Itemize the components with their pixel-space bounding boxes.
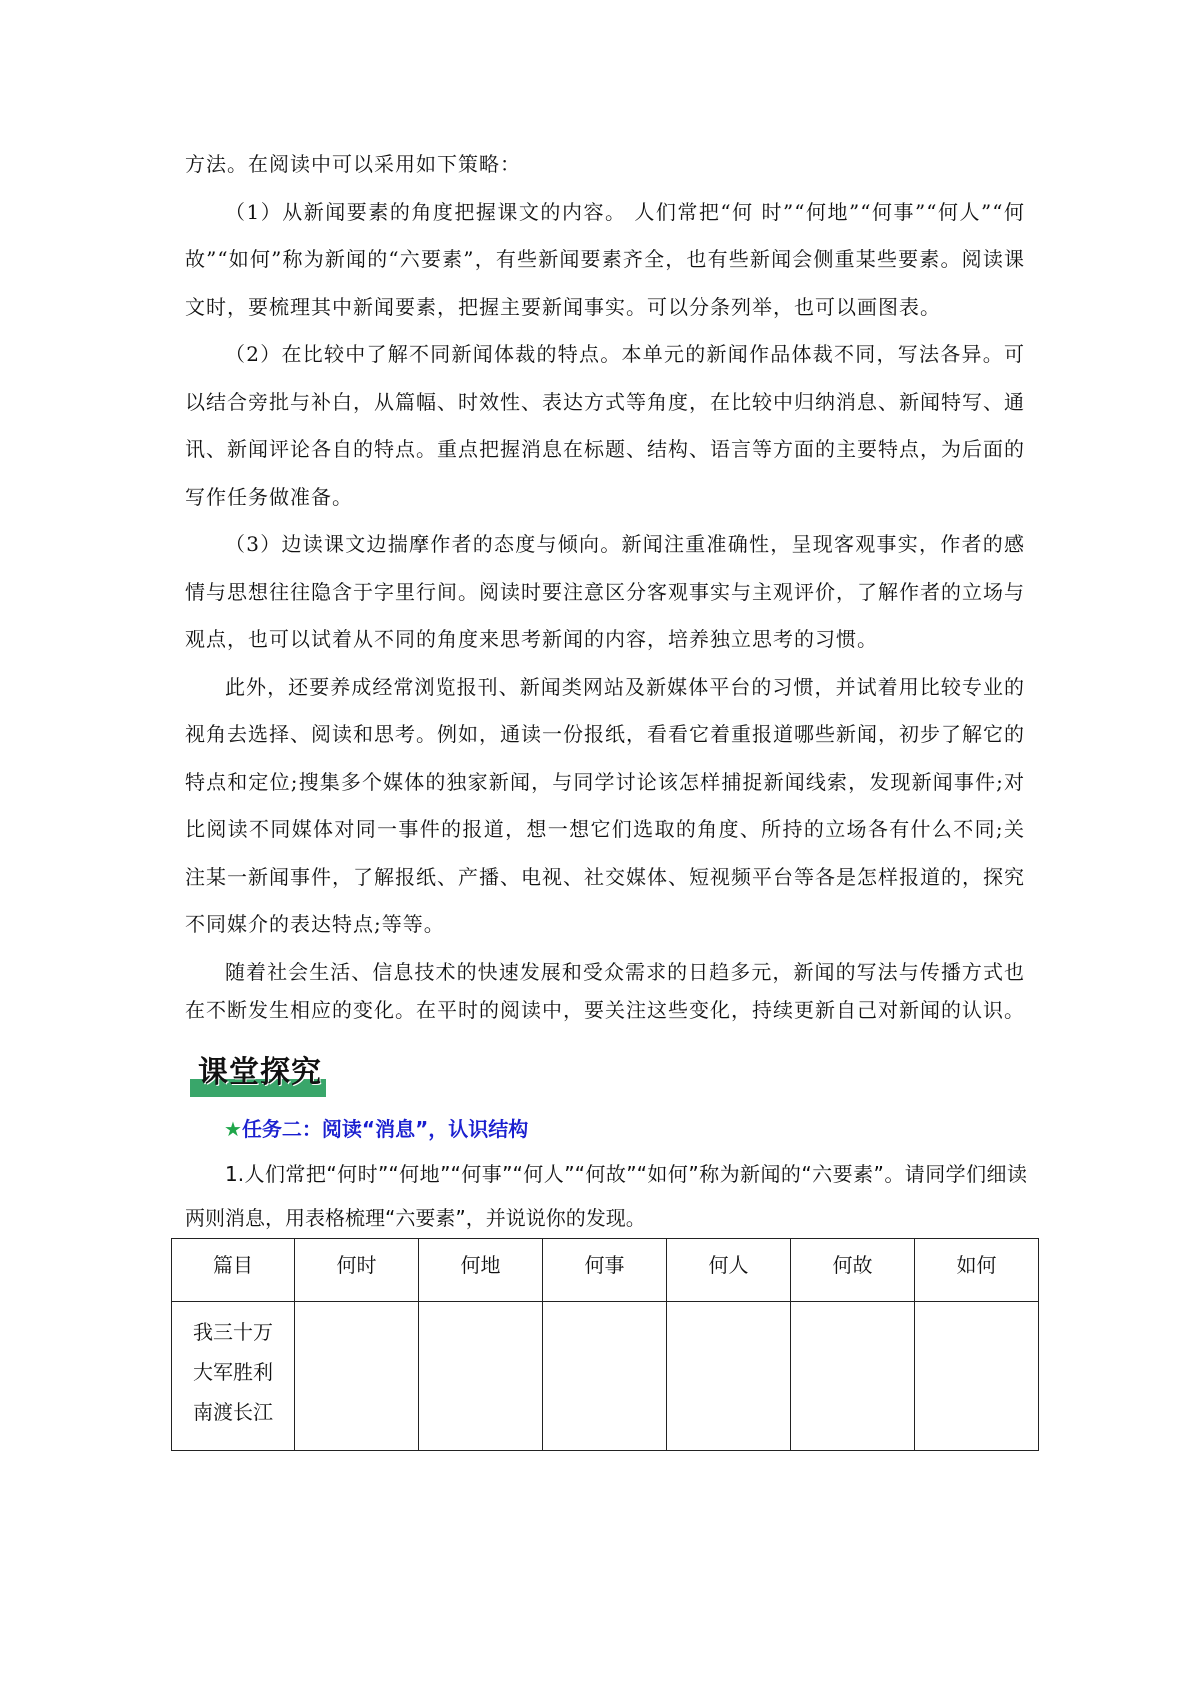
paragraph-strategy-3: （3）边读课文边揣摩作者的态度与倾向。新闻注重准确性，呈现客观事实，作者的感情与思想往往隐含于字里行间。阅读时要注意区分客观事实与主观评价，了解作者的立场与观点，也可以试着从不同的角度来思考新闻的内容，培养独立思考的习惯。 xyxy=(185,532,1025,651)
article-cell xyxy=(172,1302,295,1451)
table-cell-what[interactable] xyxy=(543,1302,667,1451)
table-header-cell: 何地 xyxy=(419,1239,543,1302)
table-header-cell: 何故 xyxy=(791,1239,915,1302)
table-cell-when[interactable] xyxy=(295,1302,419,1451)
table-header-row xyxy=(172,1239,1039,1302)
table-header-cell: 何人 xyxy=(667,1239,791,1302)
task-title-text: 任务二：阅读“消息”，认识结构 xyxy=(241,1117,529,1141)
task-title xyxy=(224,1114,528,1144)
question-block xyxy=(185,1152,1027,1240)
table-cell-how[interactable] xyxy=(915,1302,1039,1451)
table-cell-who[interactable] xyxy=(667,1302,791,1451)
paragraph-strategy-2: （2）在比较中了解不同新闻体裁的特点。本单元的新闻作品体裁不同，写法各异。可以结合旁批与补白，从篇幅、时效性、表达方式等角度，在比较中归纳消息、新闻特写、通讯、新闻评论各自的特点。重点把握消息在标题、结构、语言等方面的主要特点，为后面的写作任务做准备。 xyxy=(185,342,1025,509)
table-header-cell: 何时 xyxy=(295,1239,419,1302)
question-text: 1.人们常把“何时”“何地”“何事”“何人”“何故”“如何”称为新闻的“六要素”。请同学们细读两则消息，用表格梳理“六要素”，并说说你的发现。 xyxy=(185,1162,1027,1230)
paragraph-strategy-1: （1）从新闻要素的角度把握课文的内容。 人们常把“何 时”“何地”“何事”“何人”“何故”“如何”称为新闻的“六要素”，有些新闻要素齐全，也有些新闻会侧重某些要素。阅读课文时，要梳理其中新闻要素，把握主要新闻事实。可以分条列举，也可以画图表。 xyxy=(185,199,1025,319)
body-text xyxy=(185,141,1025,1029)
article-name: 我三十万大军胜利南渡长江 xyxy=(193,1320,273,1424)
section-title: 课堂探究 xyxy=(198,1055,322,1090)
table-cell-where[interactable] xyxy=(419,1302,543,1451)
paragraph-conclusion: 随着社会生活、信息技术的快速发展和受众需求的日趋多元，新闻的写法与传播方式也在不断发生相应的变化。在平时的阅读中，要关注这些变化，持续更新自己对新闻的认识。 xyxy=(185,959,1025,1022)
table-header-cell: 何事 xyxy=(543,1239,667,1302)
table-header-cell: 篇目 xyxy=(172,1239,295,1302)
table-cell-why[interactable] xyxy=(791,1302,915,1451)
table-header-cell: 如何 xyxy=(915,1239,1039,1302)
paragraph-intro: 方法。在阅读中可以采用如下策略： xyxy=(185,152,521,176)
section-header xyxy=(190,1053,326,1099)
star-icon: ★ xyxy=(224,1117,242,1141)
table-row xyxy=(172,1302,1039,1451)
paragraph-additional: 此外，还要养成经常浏览报刊、新闻类网站及新媒体平台的习惯，并试着用比较专业的视角去选择、阅读和思考。例如，通读一份报纸，看看它着重报道哪些新闻，初步了解它的特点和定位;搜集多个媒体的独家新闻，与同学讨论该怎样捕捉新闻线索，发现新闻事件;对比阅读不同媒体对同一事件的报道，想一想它们选取的角度、所持的立场各有什么不同;关注某一新闻事件，了解报纸、产播、电视、社交媒体、短视频平台等各是怎样报道的，探究不同媒介的表达特点;等等。 xyxy=(185,674,1025,936)
news-elements-table xyxy=(171,1238,1039,1451)
